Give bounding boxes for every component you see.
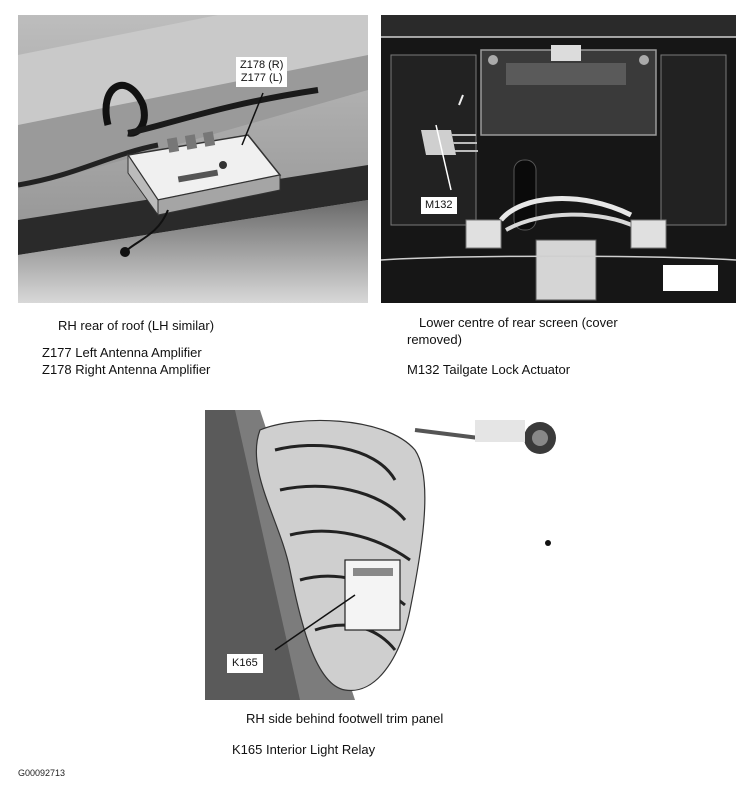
roof-photo: [18, 15, 368, 303]
rear-screen-photo: [381, 15, 736, 303]
roof-callout-label: [236, 57, 287, 87]
rear-screen-item-m132: M132 Tailgate Lock Actuator: [407, 362, 571, 377]
rear-screen-title-line1: Lower centre of rear screen (cover: [419, 315, 618, 330]
footwell-caption-title: RH side behind footwell trim panel: [246, 711, 444, 726]
roof-caption-items: [42, 344, 210, 378]
rear-screen-title-line2: removed): [407, 332, 462, 347]
footwell-caption-items: [232, 741, 375, 758]
footwell-item-k165: K165 Interior Light Relay: [232, 742, 376, 757]
callout-z177: Z177 (L): [240, 72, 283, 84]
k165-callout: K165: [227, 654, 263, 673]
roof-item-z177: Z177 Left Antenna Amplifier: [42, 345, 202, 360]
rear-screen-caption-title: [407, 314, 618, 348]
rear-screen-caption-items: [407, 361, 570, 378]
roof-item-z178: Z178 Right Antenna Amplifier: [42, 362, 211, 377]
footwell-photo: [205, 410, 565, 700]
roof-caption-title: RH rear of roof (LH similar): [58, 318, 215, 333]
figure-code: G00092713: [18, 768, 66, 778]
m132-callout: M132: [421, 197, 457, 214]
callout-z178: Z178 (R): [240, 59, 284, 71]
